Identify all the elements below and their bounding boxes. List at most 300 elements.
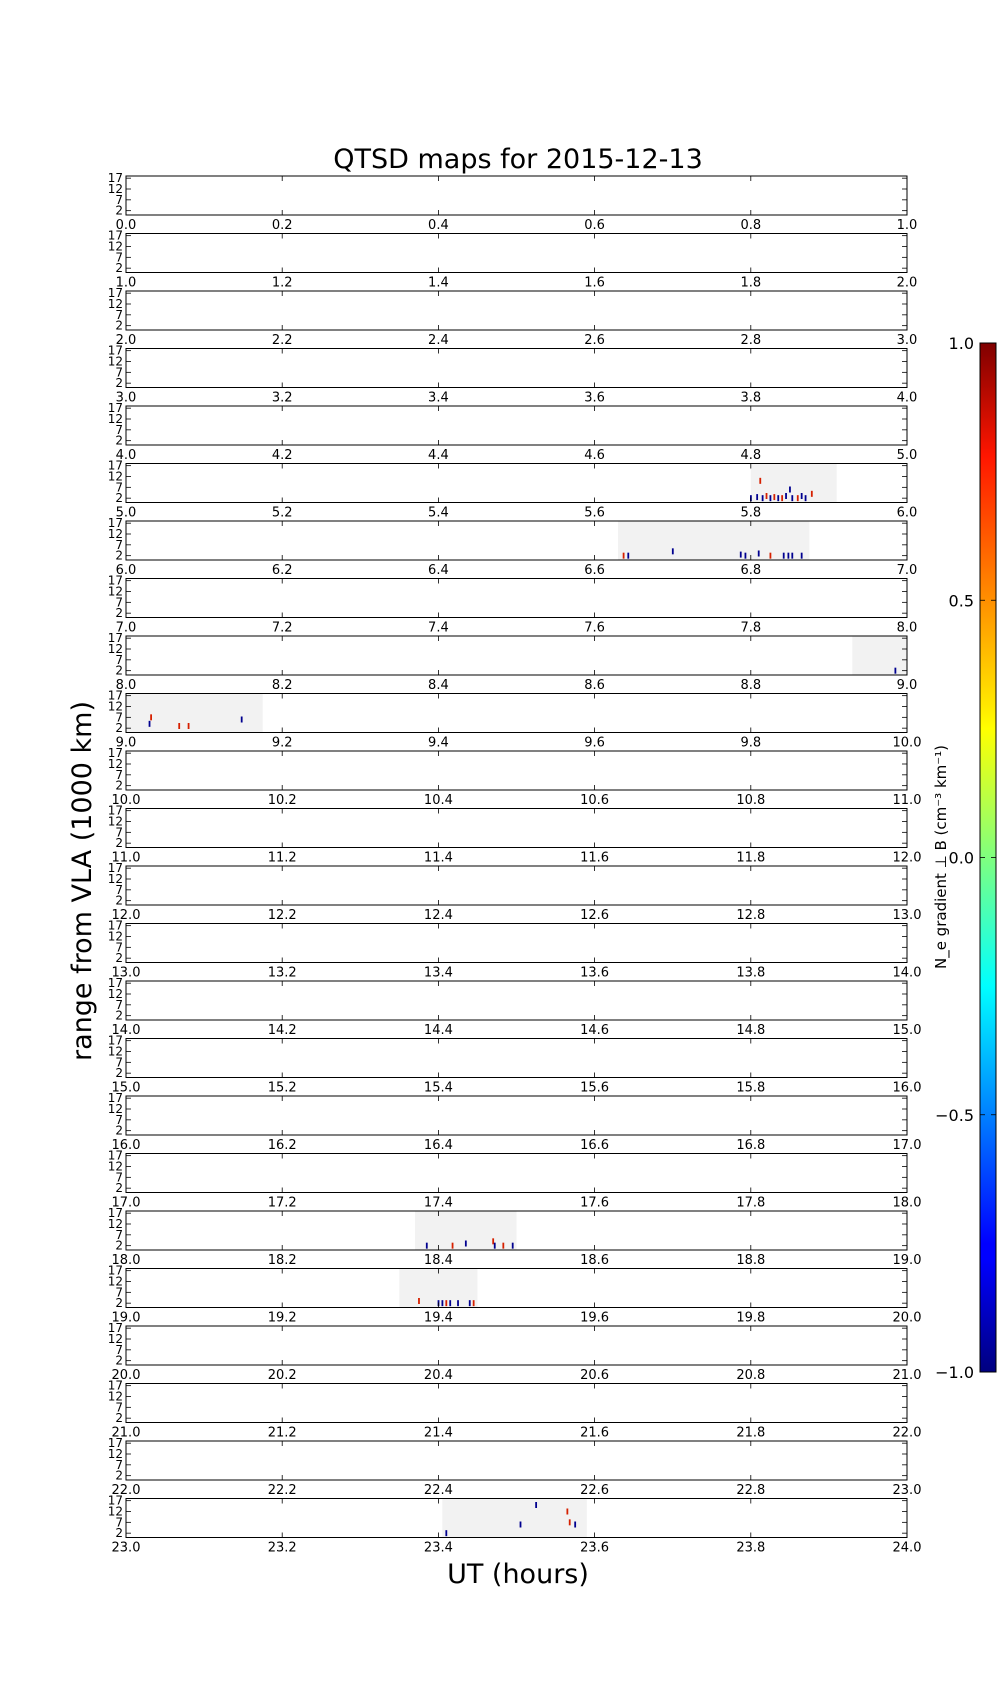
x-tick-label: 4.4 — [428, 448, 449, 463]
panel-hour-12 — [108, 861, 922, 923]
y-tick-label: 7 — [115, 1515, 123, 1530]
gradient-detection — [759, 478, 761, 484]
coverage-window — [126, 694, 263, 733]
panel-frame — [126, 751, 907, 790]
panel-hour-18 — [108, 1206, 922, 1268]
x-tick-label: 10.8 — [736, 793, 766, 808]
x-tick-label: 17.6 — [580, 1195, 610, 1211]
x-tick-label: 20.6 — [580, 1368, 610, 1383]
coverage-window — [852, 636, 907, 675]
gradient-detection — [535, 1502, 537, 1508]
x-tick-label: 3.4 — [428, 390, 449, 406]
panel-hour-8 — [108, 631, 918, 693]
x-tick-label: 1.6 — [584, 275, 605, 291]
colorbar-tick-label: 1.0 — [948, 334, 974, 353]
panel-hour-1 — [108, 229, 918, 291]
x-tick-label: 9.4 — [428, 735, 449, 751]
x-tick-label: 2.0 — [115, 333, 137, 348]
y-tick-label: 12 — [107, 412, 123, 426]
x-tick-label: 11.0 — [892, 793, 922, 808]
x-tick-label: 1.8 — [740, 275, 762, 291]
y-tick-label: 17 — [107, 803, 123, 818]
coverage-window — [442, 1499, 586, 1538]
x-tick-label: 18.2 — [267, 1253, 297, 1268]
y-tick-label: 7 — [115, 1457, 123, 1472]
gradient-detection — [574, 1522, 576, 1528]
x-tick-label: 17.4 — [423, 1195, 453, 1211]
x-tick-label: 23.6 — [580, 1540, 610, 1556]
y-tick-label: 7 — [115, 307, 123, 322]
gradient-detection — [418, 1298, 420, 1304]
x-tick-label: 20.2 — [267, 1368, 297, 1383]
x-tick-label: 6.8 — [740, 563, 762, 578]
panel-hour-0 — [108, 171, 918, 233]
gradient-detection — [502, 1243, 504, 1249]
y-tick-label: 2 — [115, 1468, 123, 1483]
x-tick-label: 15.0 — [892, 1023, 922, 1038]
y-tick-label: 12 — [107, 1044, 123, 1059]
y-tick-label: 12 — [107, 699, 123, 714]
x-tick-label: 22.2 — [267, 1483, 297, 1498]
coverage-window — [618, 521, 809, 560]
x-tick-label: 22.0 — [892, 1425, 922, 1441]
x-tick-label: 21.0 — [111, 1425, 141, 1441]
x-tick-label: 2.0 — [896, 275, 918, 291]
x-tick-label: 5.8 — [740, 505, 762, 521]
panel-hour-10 — [108, 746, 922, 808]
colorbar-tick-label: 0.5 — [948, 591, 974, 611]
y-tick-label: 12 — [107, 354, 123, 369]
y-tick-label: 7 — [115, 192, 123, 207]
y-tick-label: 7 — [115, 537, 123, 552]
x-tick-label: 12.0 — [892, 850, 922, 866]
y-tick-label: 2 — [115, 261, 123, 276]
x-tick-label: 15.8 — [736, 1080, 766, 1096]
gradient-detection — [801, 493, 803, 499]
coverage-window — [751, 464, 837, 503]
x-tick-label: 16.0 — [111, 1138, 141, 1153]
x-tick-label: 12.0 — [111, 908, 141, 923]
y-tick-label: 17 — [107, 343, 123, 358]
y-tick-label: 2 — [115, 318, 123, 333]
x-tick-label: 13.0 — [111, 965, 141, 981]
x-tick-label: 6.2 — [271, 563, 293, 578]
gradient-detection — [770, 553, 772, 559]
gradient-detection — [520, 1522, 522, 1528]
y-tick-label: 12 — [107, 469, 123, 484]
x-tick-label: 16.6 — [580, 1138, 610, 1153]
x-tick-label: 4.2 — [271, 448, 293, 463]
y-tick-label: 12 — [107, 1102, 123, 1116]
x-tick-label: 23.0 — [111, 1540, 141, 1556]
y-tick-label: 12 — [107, 642, 123, 656]
y-tick-label: 17 — [107, 401, 123, 416]
x-tick-label: 13.2 — [267, 965, 297, 981]
panel-frame — [126, 1326, 907, 1365]
y-tick-label: 2 — [115, 376, 123, 391]
x-tick-label: 14.4 — [423, 1023, 453, 1038]
y-tick-label: 7 — [115, 997, 123, 1012]
y-tick-label: 12 — [107, 1504, 123, 1519]
x-tick-label: 17.0 — [111, 1195, 141, 1211]
x-tick-label: 0.0 — [115, 218, 137, 233]
y-tick-label: 17 — [107, 631, 123, 646]
x-tick-label: 11.0 — [111, 850, 141, 866]
x-tick-label: 12.8 — [736, 908, 766, 923]
y-tick-label: 2 — [115, 1296, 123, 1311]
y-tick-label: 7 — [115, 882, 123, 897]
panel-hour-3 — [108, 344, 918, 406]
y-tick-label: 17 — [107, 1091, 123, 1106]
x-tick-label: 8.8 — [740, 678, 762, 693]
y-tick-label: 17 — [107, 976, 123, 991]
x-tick-label: 15.6 — [580, 1080, 610, 1096]
x-tick-label: 11.6 — [580, 850, 610, 866]
gradient-detection — [469, 1300, 471, 1306]
x-tick-label: 9.0 — [115, 735, 137, 751]
y-tick-label: 12 — [107, 1159, 123, 1174]
panel-hour-20 — [108, 1321, 922, 1383]
panel-hour-16 — [108, 1091, 922, 1153]
y-tick-label: 2 — [115, 203, 123, 218]
panel-frame — [126, 1096, 907, 1135]
gradient-detection — [178, 723, 180, 729]
x-tick-label: 5.0 — [115, 505, 137, 521]
gradient-detection — [445, 1300, 447, 1306]
panel-hour-11 — [108, 804, 922, 866]
panel-frame — [126, 1269, 907, 1308]
x-tick-label: 24.0 — [892, 1540, 922, 1556]
x-tick-label: 0.6 — [584, 218, 605, 233]
y-tick-label: 2 — [115, 1066, 123, 1081]
x-tick-label: 13.8 — [736, 965, 766, 981]
x-tick-label: 3.6 — [584, 390, 605, 406]
x-tick-label: 7.4 — [428, 620, 449, 636]
gradient-detection — [188, 723, 190, 729]
x-tick-label: 8.6 — [584, 678, 605, 693]
gradient-detection — [785, 493, 787, 499]
y-tick-label: 12 — [107, 929, 123, 944]
colorbar-tick-label: 0.0 — [948, 848, 974, 868]
x-tick-label: 15.4 — [423, 1080, 453, 1096]
colorbar-label: N_e gradient ⊥ B (cm⁻³ km⁻¹) — [932, 744, 950, 970]
x-tick-label: 2.8 — [740, 333, 762, 348]
x-tick-label: 19.0 — [111, 1310, 141, 1326]
panel-frame — [126, 349, 907, 388]
gradient-detection — [781, 495, 783, 501]
y-tick-label: 2 — [115, 433, 123, 448]
y-tick-label: 12 — [107, 297, 123, 311]
panel-frame — [126, 1154, 907, 1193]
x-tick-label: 11.2 — [267, 850, 297, 866]
gradient-detection — [783, 553, 785, 559]
x-tick-label: 14.0 — [111, 1023, 141, 1038]
x-tick-label: 19.0 — [892, 1253, 922, 1268]
x-tick-label: 14.8 — [736, 1023, 766, 1038]
y-tick-label: 17 — [107, 228, 123, 243]
y-tick-label: 17 — [107, 918, 123, 933]
y-tick-label: 7 — [115, 250, 123, 265]
x-tick-label: 6.0 — [115, 563, 137, 578]
x-tick-label: 18.4 — [423, 1253, 453, 1268]
y-tick-label: 17 — [107, 171, 123, 186]
x-tick-label: 12.2 — [267, 908, 297, 923]
panel-frame — [126, 291, 907, 330]
x-tick-label: 9.6 — [584, 735, 605, 751]
gradient-detection — [473, 1300, 475, 1306]
x-axis-label: UT (hours) — [447, 1559, 589, 1590]
y-tick-label: 17 — [107, 1493, 123, 1508]
x-tick-label: 0.4 — [428, 218, 449, 233]
x-tick-label: 19.6 — [580, 1310, 610, 1326]
x-tick-label: 23.0 — [892, 1483, 922, 1498]
x-tick-label: 20.4 — [423, 1368, 453, 1383]
panel-hour-15 — [108, 1034, 922, 1096]
x-tick-label: 7.8 — [740, 620, 762, 636]
y-tick-label: 17 — [107, 861, 123, 876]
gradient-detection — [465, 1241, 467, 1247]
panel-stack — [108, 171, 922, 1555]
y-tick-label: 2 — [115, 893, 123, 908]
y-tick-label: 17 — [107, 746, 123, 761]
x-tick-label: 13.4 — [423, 965, 453, 981]
x-tick-label: 0.2 — [271, 218, 293, 233]
x-tick-label: 13.0 — [892, 908, 922, 923]
x-tick-label: 7.0 — [115, 620, 137, 636]
x-tick-label: 4.0 — [896, 390, 918, 406]
x-tick-label: 9.0 — [896, 678, 918, 693]
x-tick-label: 16.0 — [892, 1080, 922, 1096]
panel-hour-19 — [108, 1264, 922, 1326]
x-tick-label: 7.6 — [584, 620, 605, 636]
y-axis-label: range from VLA (1000 km) — [67, 701, 98, 1061]
y-tick-label: 2 — [115, 951, 123, 966]
x-tick-label: 14.6 — [580, 1023, 610, 1038]
colorbar-tick-label: −1.0 — [935, 1363, 974, 1382]
x-tick-label: 11.4 — [423, 850, 453, 866]
y-tick-label: 12 — [107, 527, 123, 541]
x-tick-label: 4.0 — [115, 448, 137, 463]
x-tick-label: 15.0 — [111, 1080, 141, 1096]
panel-frame — [126, 406, 907, 445]
y-tick-label: 17 — [107, 1263, 123, 1278]
x-tick-label: 8.4 — [428, 678, 449, 693]
y-tick-label: 7 — [115, 940, 123, 955]
x-tick-label: 8.2 — [271, 678, 293, 693]
y-tick-label: 12 — [107, 1217, 123, 1231]
gradient-detection — [623, 553, 625, 559]
gradient-detection — [566, 1509, 568, 1515]
gradient-detection — [740, 552, 742, 558]
panel-frame — [126, 981, 907, 1020]
y-tick-label: 17 — [107, 286, 123, 301]
gradient-detection — [492, 1238, 494, 1244]
panel-frame — [126, 1384, 907, 1423]
x-tick-label: 8.0 — [896, 620, 918, 636]
x-tick-label: 22.4 — [423, 1483, 453, 1498]
x-tick-label: 3.0 — [115, 390, 137, 406]
x-tick-label: 2.2 — [271, 333, 293, 348]
colorbar-tick-label: −0.5 — [935, 1105, 974, 1125]
gradient-detection — [797, 495, 799, 501]
x-tick-label: 21.8 — [736, 1425, 766, 1441]
x-tick-label: 10.0 — [892, 735, 922, 751]
gradient-detection — [150, 714, 152, 720]
y-tick-label: 7 — [115, 1112, 123, 1127]
x-tick-label: 12.6 — [580, 908, 610, 923]
gradient-detection — [791, 495, 793, 501]
panel-frame — [126, 866, 907, 905]
y-tick-label: 17 — [107, 1148, 123, 1163]
gradient-detection — [805, 495, 807, 501]
colorbar — [932, 334, 996, 1382]
x-tick-label: 10.2 — [267, 793, 297, 808]
x-tick-label: 3.2 — [271, 390, 293, 406]
x-tick-label: 6.6 — [584, 563, 605, 578]
x-tick-label: 17.8 — [736, 1195, 766, 1211]
x-tick-label: 1.4 — [428, 275, 449, 291]
y-tick-label: 7 — [115, 1227, 123, 1242]
y-tick-label: 17 — [107, 516, 123, 531]
y-tick-label: 2 — [115, 1238, 123, 1253]
x-tick-label: 21.4 — [423, 1425, 453, 1441]
panel-frame — [126, 579, 907, 618]
gradient-detection — [627, 553, 629, 559]
y-tick-label: 17 — [107, 1321, 123, 1336]
gradient-detection — [787, 553, 789, 559]
y-tick-label: 12 — [107, 814, 123, 829]
x-tick-label: 18.0 — [892, 1195, 922, 1211]
x-tick-label: 1.0 — [896, 218, 918, 233]
panel-hour-23 — [108, 1494, 922, 1556]
y-tick-label: 7 — [115, 1400, 123, 1415]
y-tick-label: 2 — [115, 1353, 123, 1368]
x-tick-label: 23.2 — [267, 1540, 297, 1556]
x-tick-label: 21.0 — [892, 1368, 922, 1383]
y-tick-label: 12 — [107, 757, 123, 771]
x-tick-label: 3.0 — [896, 333, 918, 348]
gradient-detection — [770, 495, 772, 501]
gradient-detection — [457, 1300, 459, 1306]
x-tick-label: 16.2 — [267, 1138, 297, 1153]
y-tick-label: 2 — [115, 548, 123, 563]
gradient-detection — [426, 1243, 428, 1249]
x-tick-label: 7.2 — [271, 620, 293, 636]
gradient-detection — [449, 1300, 451, 1306]
gradient-detection — [894, 668, 896, 674]
panel-frame — [126, 1441, 907, 1480]
panel-frame — [126, 234, 907, 273]
y-tick-label: 17 — [107, 573, 123, 588]
x-tick-label: 10.4 — [423, 793, 453, 808]
y-tick-label: 2 — [115, 1411, 123, 1426]
gradient-detection — [672, 548, 674, 554]
x-tick-label: 6.4 — [428, 563, 449, 578]
y-tick-label: 17 — [107, 688, 123, 703]
x-tick-label: 17.2 — [267, 1195, 297, 1211]
gradient-detection — [801, 553, 803, 559]
x-tick-label: 18.6 — [580, 1253, 610, 1268]
x-tick-label: 16.8 — [736, 1138, 766, 1153]
x-tick-label: 4.8 — [740, 448, 762, 463]
panel-hour-9 — [108, 689, 922, 751]
x-tick-label: 14.0 — [892, 965, 922, 981]
gradient-detection — [773, 494, 775, 500]
gradient-detection — [241, 717, 243, 723]
gradient-detection — [791, 553, 793, 559]
y-tick-label: 17 — [107, 458, 123, 473]
panel-hour-14 — [108, 976, 922, 1038]
gradient-detection — [811, 491, 813, 497]
y-tick-label: 12 — [107, 1332, 123, 1346]
x-tick-label: 5.2 — [271, 505, 293, 521]
x-tick-label: 18.8 — [736, 1253, 766, 1268]
x-tick-label: 4.6 — [584, 448, 605, 463]
y-tick-label: 2 — [115, 606, 123, 621]
x-tick-label: 22.6 — [580, 1483, 610, 1498]
y-tick-label: 2 — [115, 1008, 123, 1023]
y-tick-label: 2 — [115, 1526, 123, 1541]
y-tick-label: 12 — [107, 182, 123, 196]
x-tick-label: 20.0 — [892, 1310, 922, 1326]
x-tick-label: 16.4 — [423, 1138, 453, 1153]
x-tick-label: 19.2 — [267, 1310, 297, 1326]
y-tick-label: 7 — [115, 652, 123, 667]
y-tick-label: 12 — [107, 239, 123, 254]
y-tick-label: 7 — [115, 595, 123, 610]
y-tick-label: 2 — [115, 1123, 123, 1138]
panel-frame — [126, 924, 907, 963]
y-tick-label: 7 — [115, 422, 123, 437]
panel-hour-7 — [108, 574, 918, 636]
x-tick-label: 20.8 — [736, 1368, 766, 1383]
y-tick-label: 7 — [115, 1055, 123, 1070]
panel-hour-22 — [108, 1436, 922, 1498]
x-tick-label: 17.0 — [892, 1138, 922, 1153]
x-tick-label: 1.2 — [271, 275, 293, 291]
x-tick-label: 7.0 — [896, 563, 918, 578]
x-tick-label: 5.6 — [584, 505, 605, 521]
panel-frame — [126, 809, 907, 848]
panel-hour-6 — [108, 516, 918, 578]
panel-hour-21 — [108, 1379, 922, 1441]
gradient-detection — [777, 495, 779, 501]
gradient-detection — [569, 1519, 571, 1525]
y-tick-label: 17 — [107, 1206, 123, 1221]
gradient-detection — [494, 1243, 496, 1249]
gradient-detection — [789, 487, 791, 493]
y-tick-label: 17 — [107, 1436, 123, 1451]
y-tick-label: 2 — [115, 491, 123, 506]
x-tick-label: 2.6 — [584, 333, 605, 348]
panel-hour-13 — [108, 919, 922, 981]
panel-hour-17 — [108, 1149, 922, 1211]
y-tick-label: 7 — [115, 480, 123, 495]
x-tick-label: 20.0 — [111, 1368, 141, 1383]
x-tick-label: 2.4 — [428, 333, 449, 348]
y-tick-label: 7 — [115, 1285, 123, 1300]
y-tick-label: 7 — [115, 365, 123, 380]
x-tick-label: 23.4 — [423, 1540, 453, 1556]
x-tick-label: 9.2 — [271, 735, 293, 751]
y-tick-label: 12 — [107, 1274, 123, 1289]
x-tick-label: 8.0 — [115, 678, 137, 693]
x-tick-label: 0.8 — [740, 218, 762, 233]
y-tick-label: 12 — [107, 987, 123, 1001]
gradient-detection — [758, 551, 760, 557]
x-tick-label: 6.0 — [896, 505, 918, 521]
x-tick-label: 10.6 — [580, 793, 610, 808]
